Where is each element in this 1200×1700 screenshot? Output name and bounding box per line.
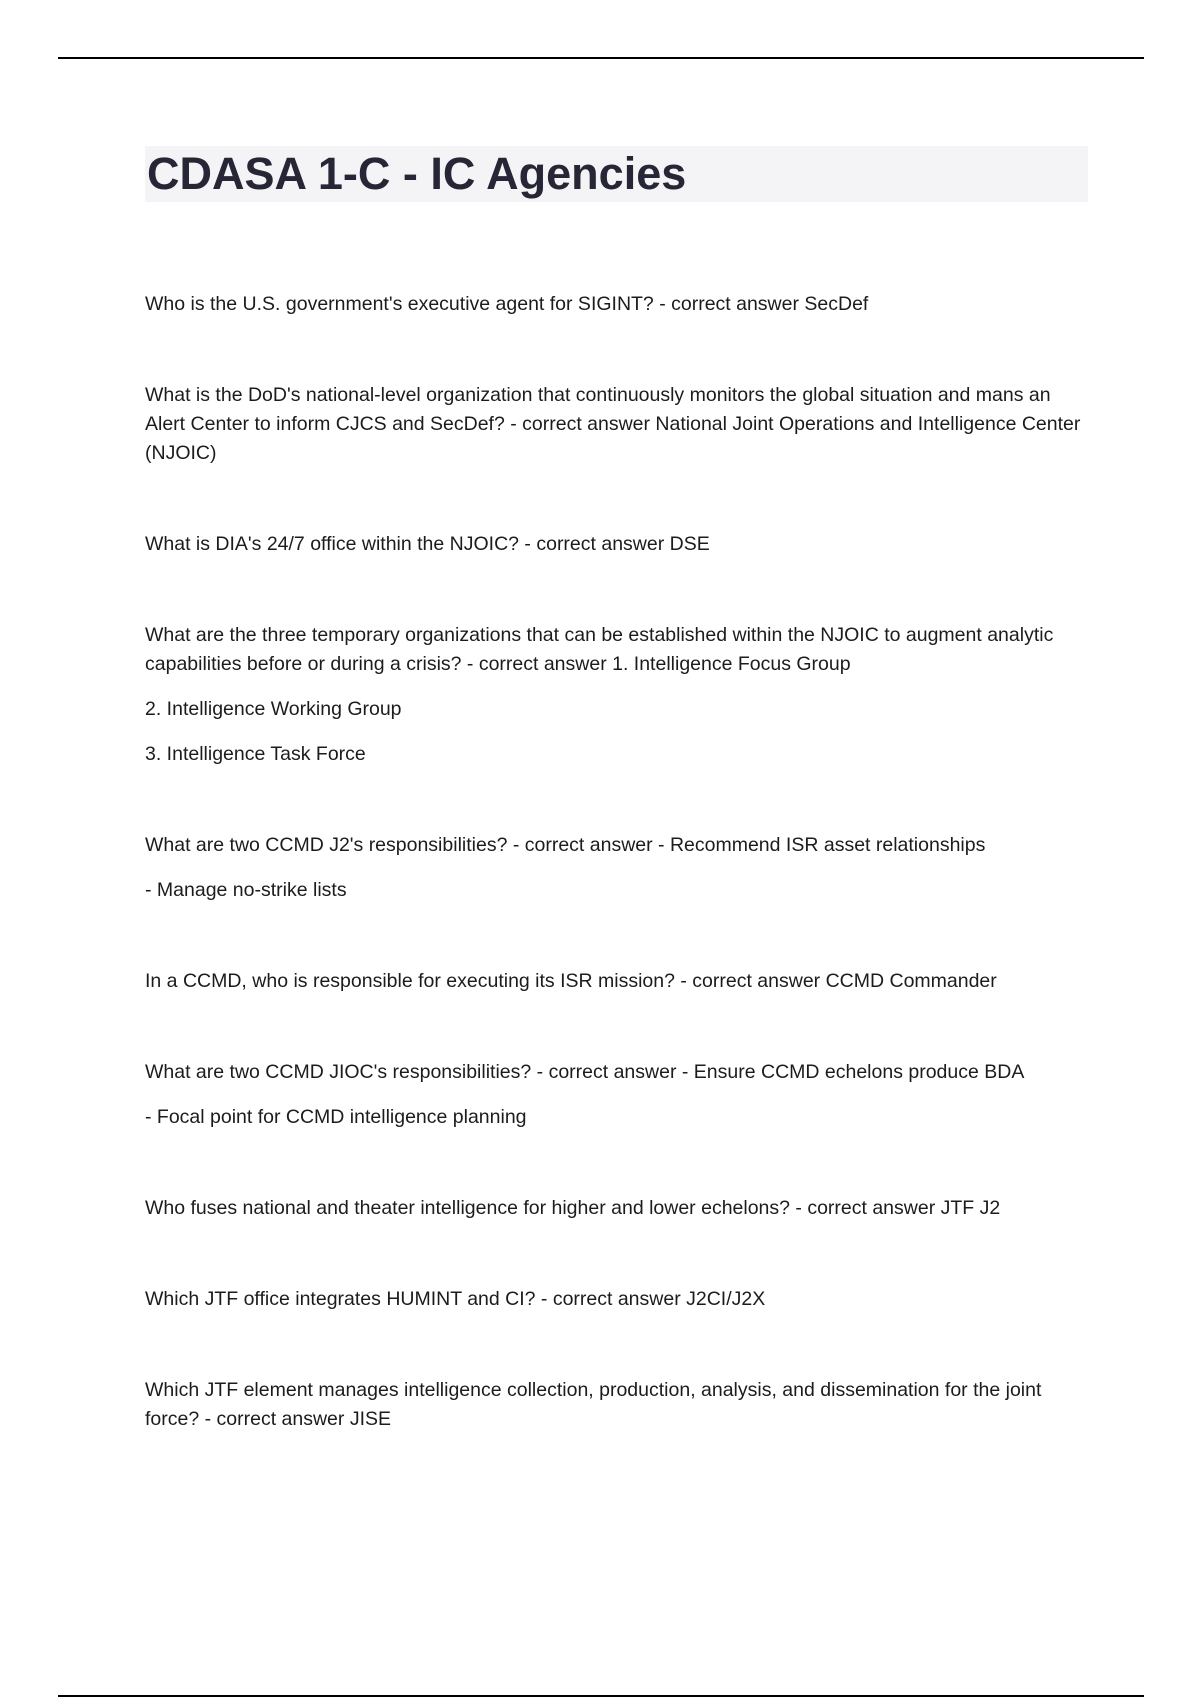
qa-question: What is the DoD's national-level organization that continuously monitors the global situation and mans an Alert Center to inform CJCS and SecDef? - correct answer National Joint Operations and Intelligence Center (NJOIC) bbox=[145, 384, 1081, 464]
qa-question: Who fuses national and theater intelligence for higher and lower echelons? - correct answer JTF J2 bbox=[145, 1197, 1001, 1219]
qa-answer-line: - Focal point for CCMD intelligence planning bbox=[145, 1106, 527, 1128]
qa-item-7 bbox=[145, 1058, 1085, 1132]
qa-question: Which JTF element manages intelligence collection, production, analysis, and dissemination for the joint force? - correct answer JISE bbox=[145, 1379, 1042, 1430]
qa-item-10 bbox=[145, 1376, 1085, 1434]
qa-question: What are the three temporary organizations that can be established within the NJOIC to augment analytic capabilities before or during a crisis? - correct answer 1. Intelligence Focus Group bbox=[145, 624, 1054, 675]
qa-question: Which JTF office integrates HUMINT and CI? - correct answer J2CI/J2X bbox=[145, 1288, 766, 1310]
title-banner bbox=[145, 146, 1088, 202]
qa-item-8 bbox=[145, 1194, 1085, 1223]
qa-question: What is DIA's 24/7 office within the NJOIC? - correct answer DSE bbox=[145, 533, 710, 555]
qa-item-2 bbox=[145, 381, 1085, 468]
qa-question: What are two CCMD JIOC's responsibilities? - correct answer - Ensure CCMD echelons produce BDA bbox=[145, 1061, 1025, 1083]
qa-item-6 bbox=[145, 967, 1085, 996]
qa-item-3 bbox=[145, 530, 1085, 559]
bottom-rule bbox=[58, 1695, 1144, 1697]
top-rule bbox=[58, 57, 1144, 59]
qa-list bbox=[145, 290, 1085, 1434]
qa-question: In a CCMD, who is responsible for executing its ISR mission? - correct answer CCMD Commander bbox=[145, 970, 997, 992]
qa-answer-line: 3. Intelligence Task Force bbox=[145, 743, 366, 765]
qa-item-9 bbox=[145, 1285, 1085, 1314]
page-title: CDASA 1-C - IC Agencies bbox=[147, 148, 687, 199]
qa-item-5 bbox=[145, 831, 1085, 905]
qa-item-4 bbox=[145, 621, 1085, 769]
qa-answer-line: 2. Intelligence Working Group bbox=[145, 698, 402, 720]
qa-question: What are two CCMD J2's responsibilities? - correct answer - Recommend ISR asset relationships bbox=[145, 834, 986, 856]
qa-answer-line: - Manage no-strike lists bbox=[145, 879, 347, 901]
qa-item-1 bbox=[145, 290, 1085, 319]
qa-question: Who is the U.S. government's executive agent for SIGINT? - correct answer SecDef bbox=[145, 293, 869, 315]
